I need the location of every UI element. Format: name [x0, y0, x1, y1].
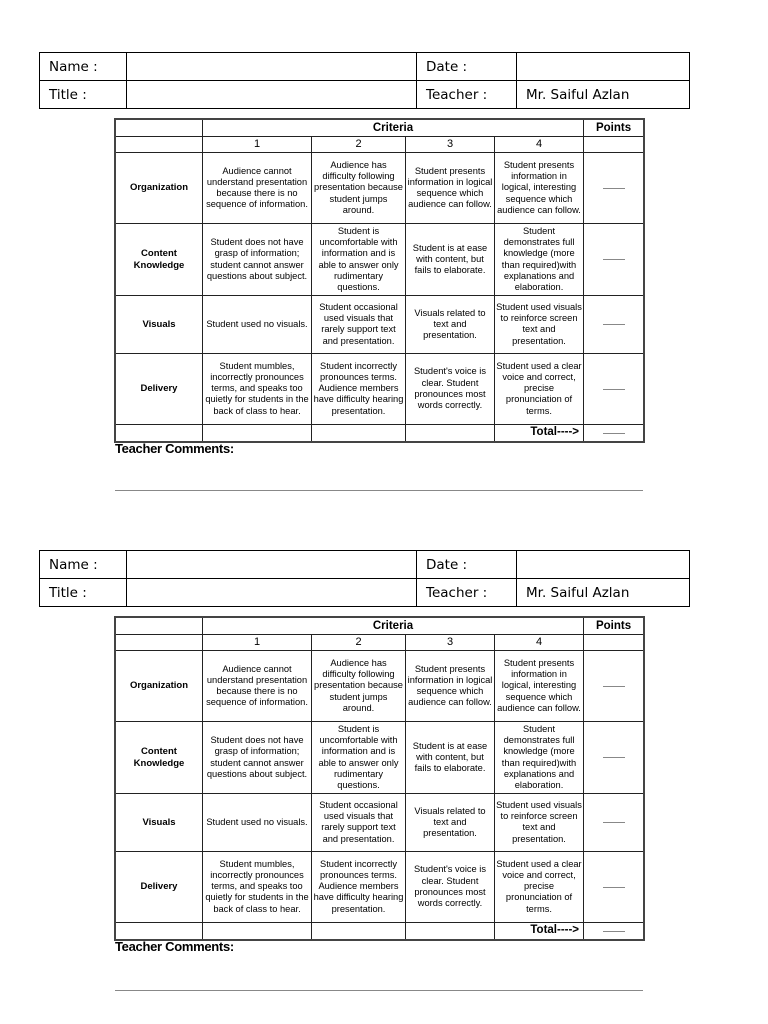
rubric-cell: Audience has difficulty following presentation because student jumps around.: [312, 650, 406, 722]
corner-cell: [116, 618, 203, 635]
rubric-cell: Student does not have grasp of information; student cannot answer questions about subject.: [203, 224, 312, 296]
rubric-cell: Student used no visuals.: [203, 295, 312, 353]
rubric-cell: Student demonstrates full knowledge (more than required)with explanations and elaboration.: [495, 722, 584, 794]
rubric-cell: Student mumbles, incorrectly pronounces terms, and speaks too quietly for students in the back of class to hear.: [203, 354, 312, 425]
level-spacer: [116, 137, 203, 152]
rubric-cell: Student presents information in logical sequence which audience can follow.: [406, 152, 495, 224]
level-1: 1: [203, 635, 312, 650]
level-points-spacer: [584, 635, 644, 650]
student-info-table: [39, 52, 690, 109]
title-field[interactable]: [127, 579, 417, 607]
points-field[interactable]: [584, 793, 644, 851]
level-4: 4: [495, 635, 584, 650]
rubric-cell: Student's voice is clear. Student pronounces most words correctly.: [406, 852, 495, 923]
points-field[interactable]: [584, 224, 644, 296]
total-spacer: [116, 424, 203, 441]
teacher-label: Teacher :: [417, 81, 517, 109]
points-field[interactable]: [584, 722, 644, 794]
rubric-cell: Student mumbles, incorrectly pronounces terms, and speaks too quietly for students in the back of class to hear.: [203, 852, 312, 923]
rubric-cell: Student presents information in logical, interesting sequence which audience can follow.: [495, 152, 584, 224]
row-label-content-knowledge: Content Knowledge: [116, 722, 203, 794]
rubric-cell: Student is at ease with content, but fails to elaborate.: [406, 722, 495, 794]
total-spacer: [203, 922, 312, 939]
total-spacer: [406, 922, 495, 939]
name-label: Name :: [40, 53, 127, 81]
total-points-field[interactable]: [584, 424, 644, 441]
row-label-content-knowledge: Content Knowledge: [116, 224, 203, 296]
total-spacer: [203, 424, 312, 441]
date-label: Date :: [417, 551, 517, 579]
rubric-cell: Visuals related to text and presentation.: [406, 793, 495, 851]
rubric-cell: Student used a clear voice and correct, precise pronunciation of terms.: [495, 354, 584, 425]
row-label-delivery: Delivery: [116, 852, 203, 923]
level-3: 3: [406, 137, 495, 152]
level-2: 2: [312, 137, 406, 152]
points-field[interactable]: [584, 295, 644, 353]
title-label: Title :: [40, 81, 127, 109]
row-label-visuals: Visuals: [116, 793, 203, 851]
teacher-label: Teacher :: [417, 579, 517, 607]
criteria-header: Criteria: [203, 120, 584, 137]
rubric-cell: Student does not have grasp of information; student cannot answer questions about subject.: [203, 722, 312, 794]
teacher-value: Mr. Saiful Azlan: [517, 81, 690, 109]
row-label-organization: Organization: [116, 650, 203, 722]
rubric-cell: Visuals related to text and presentation.: [406, 295, 495, 353]
rubric-cell: Student occasional used visuals that rarely support text and presentation.: [312, 295, 406, 353]
name-field[interactable]: [127, 551, 417, 579]
points-field[interactable]: [584, 152, 644, 224]
points-field[interactable]: [584, 650, 644, 722]
rubric-cell: Student used visuals to reinforce screen text and presentation.: [495, 793, 584, 851]
rubric-cell: Student is uncomfortable with information and is able to answer only rudimentary questions.: [312, 722, 406, 794]
title-label: Title :: [40, 579, 127, 607]
rubric-cell: Audience has difficulty following presentation because student jumps around.: [312, 152, 406, 224]
points-field[interactable]: [584, 852, 644, 923]
rubric-cell: Student's voice is clear. Student pronounces most words correctly.: [406, 354, 495, 425]
teacher-comments-label: Teacher Comments:: [115, 441, 234, 456]
student-info-table: [39, 550, 690, 607]
level-2: 2: [312, 635, 406, 650]
rubric-cell: Student incorrectly pronounces terms. Audience members have difficulty hearing presentation.: [312, 852, 406, 923]
rubric-cell: Student presents information in logical, interesting sequence which audience can follow.: [495, 650, 584, 722]
rubric-cell: Student occasional used visuals that rarely support text and presentation.: [312, 793, 406, 851]
rubric-cell: Audience cannot understand presentation because there is no sequence of information.: [203, 650, 312, 722]
level-3: 3: [406, 635, 495, 650]
row-label-visuals: Visuals: [116, 295, 203, 353]
rubric-cell: Student is uncomfortable with information and is able to answer only rudimentary questions.: [312, 224, 406, 296]
total-spacer: [116, 922, 203, 939]
rubric-cell: Audience cannot understand presentation because there is no sequence of information.: [203, 152, 312, 224]
rubric-cell: Student is at ease with content, but fails to elaborate.: [406, 224, 495, 296]
date-field[interactable]: [517, 53, 690, 81]
points-field[interactable]: [584, 354, 644, 425]
date-field[interactable]: [517, 551, 690, 579]
criteria-header: Criteria: [203, 618, 584, 635]
rubric-cell: Student used a clear voice and correct, precise pronunciation of terms.: [495, 852, 584, 923]
level-points-spacer: [584, 137, 644, 152]
rubric-cell: Student presents information in logical sequence which audience can follow.: [406, 650, 495, 722]
rubric-cell: Student incorrectly pronounces terms. Audience members have difficulty hearing presentation.: [312, 354, 406, 425]
rubric-cell: Student demonstrates full knowledge (more than required)with explanations and elaboration.: [495, 224, 584, 296]
title-field[interactable]: [127, 81, 417, 109]
teacher-value: Mr. Saiful Azlan: [517, 579, 690, 607]
total-points-field[interactable]: [584, 922, 644, 939]
total-spacer: [406, 424, 495, 441]
rubric-cell: Student used no visuals.: [203, 793, 312, 851]
rubric-table: [115, 617, 644, 940]
level-spacer: [116, 635, 203, 650]
corner-cell: [116, 120, 203, 137]
teacher-comments-label: Teacher Comments:: [115, 939, 234, 954]
comments-line[interactable]: [115, 990, 643, 991]
points-header: Points: [584, 618, 644, 635]
total-label: Total---->: [495, 424, 584, 441]
name-label: Name :: [40, 551, 127, 579]
rubric-cell: Student used visuals to reinforce screen text and presentation.: [495, 295, 584, 353]
total-spacer: [312, 922, 406, 939]
level-4: 4: [495, 137, 584, 152]
total-label: Total---->: [495, 922, 584, 939]
rubric-table: [115, 119, 644, 442]
row-label-organization: Organization: [116, 152, 203, 224]
total-spacer: [312, 424, 406, 441]
comments-line[interactable]: [115, 490, 643, 491]
name-field[interactable]: [127, 53, 417, 81]
points-header: Points: [584, 120, 644, 137]
level-1: 1: [203, 137, 312, 152]
row-label-delivery: Delivery: [116, 354, 203, 425]
date-label: Date :: [417, 53, 517, 81]
